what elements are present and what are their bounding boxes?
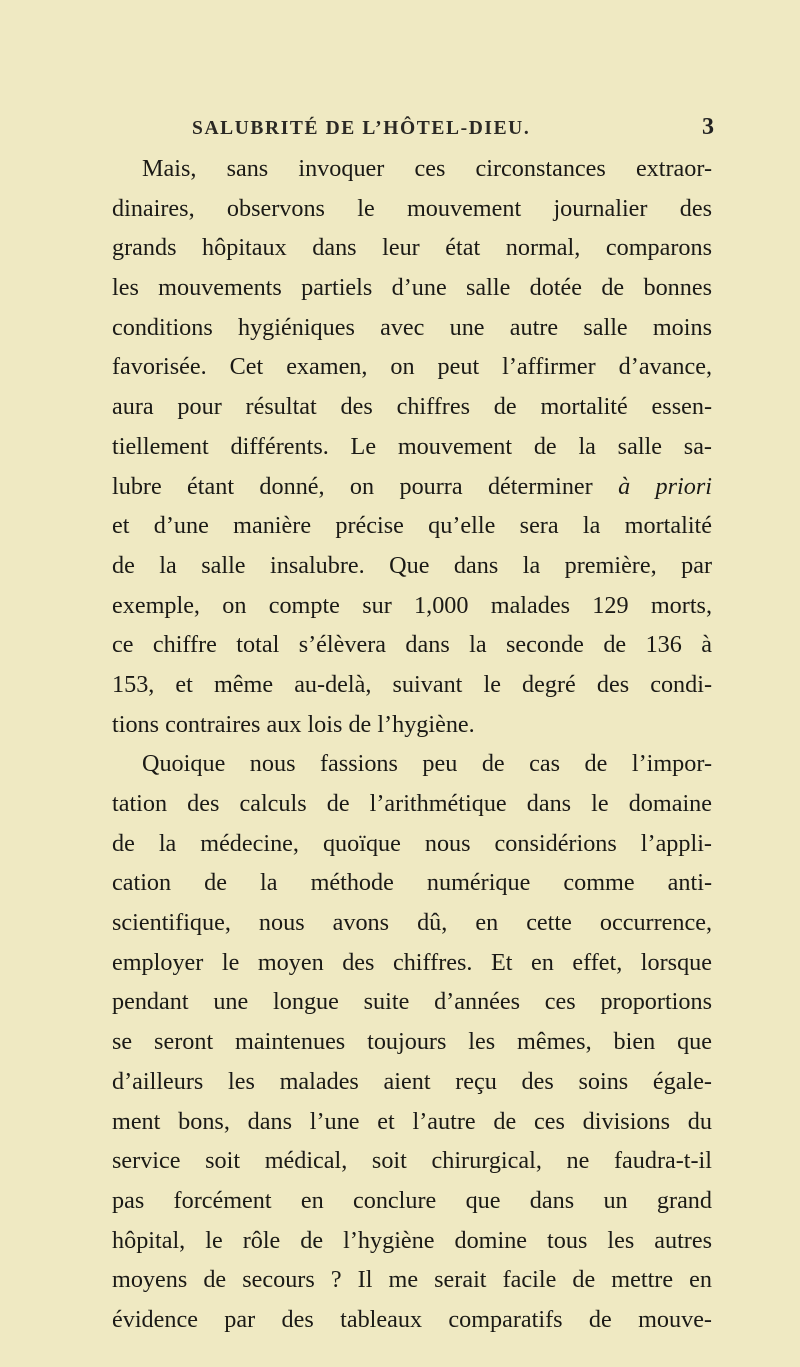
text-line: hôpital, le rôle de l’hygiène domine tous les autres bbox=[112, 1226, 712, 1254]
text-line: pas forcément en conclure que dans un grand bbox=[112, 1186, 712, 1214]
text-line: pendant une longue suite d’années ces proportions bbox=[112, 988, 712, 1016]
italic-phrase: à priori bbox=[618, 472, 712, 500]
text-line: se seront maintenues toujours les mêmes, bien que bbox=[112, 1028, 712, 1056]
text-line: employer le moyen des chiffres. Et en effet, lorsque bbox=[112, 948, 712, 976]
text-line: tation des calculs de l’arithmétique dans le domaine bbox=[112, 790, 712, 817]
text-line: les mouvements partiels d’une salle dotée de bonnes bbox=[112, 274, 712, 302]
text-line: favorisée. Cet examen, on peut l’affirmer d’avance, bbox=[112, 353, 712, 381]
text-line: 153, et même au-delà, suivant le degré des condi- bbox=[112, 670, 712, 698]
text-line: d’ailleurs les malades aient reçu des soins égale- bbox=[112, 1067, 712, 1095]
text-line: de la salle insalubre. Que dans la première, par bbox=[112, 551, 712, 579]
running-title: SALUBRITÉ DE L’HÔTEL-DIEU. bbox=[192, 118, 531, 139]
text-line: tions contraires aux lois de l’hygiène. bbox=[112, 710, 475, 738]
text-line: ce chiffre total s’élèvera dans la seconde de 136 à bbox=[112, 631, 712, 659]
text-line: aura pour résultat des chiffres de mortalité essen- bbox=[112, 393, 712, 421]
text-line: Quoique nous fassions peu de cas de l’impor- bbox=[142, 750, 712, 778]
text-line: dinaires, observons le mouvement journalier des bbox=[112, 194, 712, 222]
text-line: grands hôpitaux dans leur état normal, comparons bbox=[112, 234, 712, 262]
text-line-part: lubre étant donné, on pourra déterminer bbox=[112, 472, 593, 500]
text-line: scientifique, nous avons dû, en cette occurrence, bbox=[112, 909, 712, 937]
text-line: Mais, sans invoquer ces circonstances extraor- bbox=[142, 155, 712, 182]
text-line: de la médecine, quoïque nous considérions l’appli- bbox=[112, 829, 712, 857]
text-line: ment bons, dans l’une et l’autre de ces divisions du bbox=[112, 1107, 712, 1135]
text-line: conditions hygiéniques avec une autre salle moins bbox=[112, 313, 712, 341]
text-line-with-italic bbox=[112, 467, 712, 507]
text-line: évidence par des tableaux comparatifs de mouve- bbox=[112, 1305, 712, 1333]
body-text bbox=[112, 149, 712, 1340]
text-line: moyens de secours ? Il me serait facile de mettre en bbox=[112, 1266, 712, 1294]
page-number: 3 bbox=[702, 114, 714, 140]
text-line: exemple, on compte sur 1,000 malades 129 morts, bbox=[112, 591, 712, 619]
text-line: tiellement différents. Le mouvement de la salle sa- bbox=[112, 432, 712, 460]
text-line: cation de la méthode numérique comme anti- bbox=[112, 869, 712, 897]
text-line: et d’une manière précise qu’elle sera la mortalité bbox=[112, 512, 712, 540]
text-line: service soit médical, soit chirurgical, ne faudra-t-il bbox=[112, 1147, 712, 1175]
